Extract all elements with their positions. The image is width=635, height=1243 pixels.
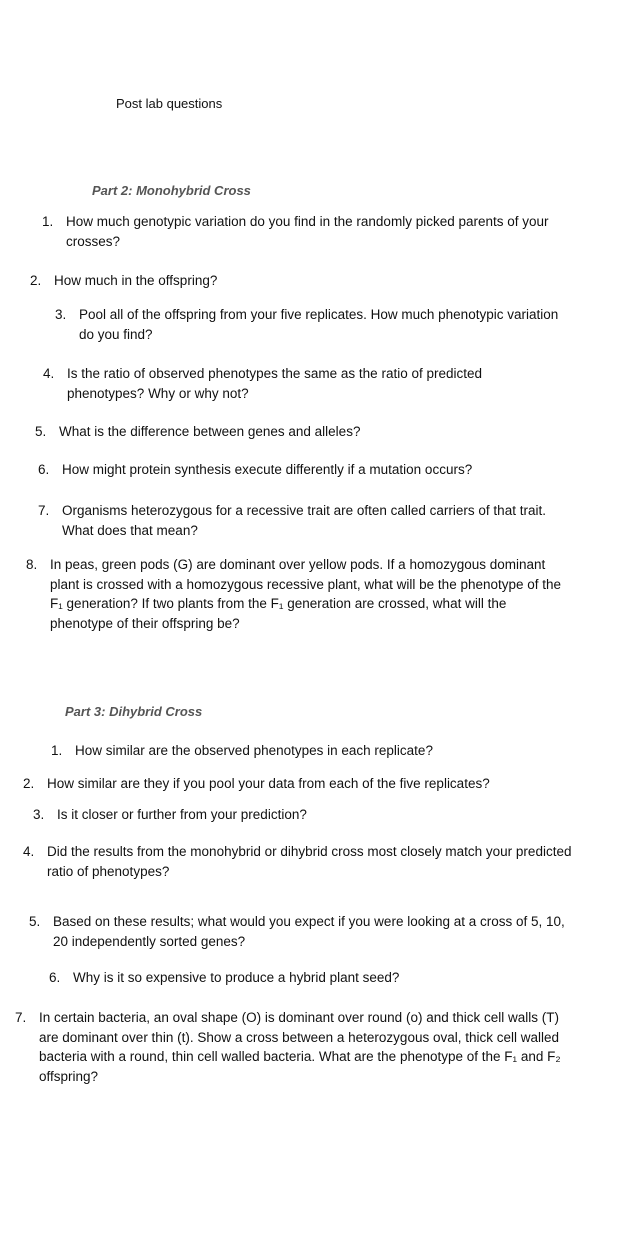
question-number: 6. <box>38 462 50 477</box>
question-text: In certain bacteria, an oval shape (O) is dominant over round (o) and thick cell walls (T) are dominant over thin (t). Show a cross between a heterozygous oval, thick cell walled bacteria with a round, thin cell walled bacteria. What are the phenotype of the F₁ and F₂ offspring? <box>39 1010 561 1084</box>
part3-question-7 <box>15 1008 571 1086</box>
question-number: 8. <box>26 557 38 572</box>
question-number: 5. <box>29 914 41 929</box>
question-text: How similar are they if you pool your data from each of the five replicates? <box>47 776 490 791</box>
question-text: In peas, green pods (G) are dominant over yellow pods. If a homozygous dominant plant is crossed with a homozygous recessive plant, what will be the phenotype of the F₁ generation? If two plants from the F₁ generation are crossed, what will the phenotype of their offspring be? <box>50 557 562 631</box>
question-text: Based on these results; what would you expect if you were looking at a cross of 5, 10, 20 independently sorted genes? <box>53 914 565 949</box>
part2-heading: Part 2: Monohybrid Cross <box>92 183 251 198</box>
question-text: Is it closer or further from your prediction? <box>57 807 307 822</box>
part3-heading: Part 3: Dihybrid Cross <box>65 704 203 719</box>
question-text: How much genotypic variation do you find in the randomly picked parents of your crosses? <box>66 214 549 249</box>
part2-question-6 <box>38 460 598 480</box>
question-number: 1. <box>51 743 63 758</box>
question-text: Pool all of the offspring from your five replicates. How much phenotypic variation do you find? <box>79 307 559 342</box>
question-number: 2. <box>23 776 35 791</box>
part3-question-5 <box>29 912 579 951</box>
part2-question-2 <box>30 271 570 291</box>
question-number: 1. <box>42 214 54 229</box>
question-number: 6. <box>49 970 61 985</box>
question-number: 5. <box>35 424 47 439</box>
part2-question-3 <box>55 305 560 344</box>
question-text: Is the ratio of observed phenotypes the same as the ratio of predicted phenotypes? Why or why not? <box>67 366 482 401</box>
part2-question-8 <box>26 555 571 633</box>
question-text: Why is it so expensive to produce a hybrid plant seed? <box>73 970 400 985</box>
part3-question-4 <box>23 842 573 881</box>
part3-question-2 <box>23 774 623 794</box>
question-number: 3. <box>55 307 67 322</box>
question-number: 7. <box>15 1010 27 1025</box>
question-number: 4. <box>23 844 35 859</box>
page-title: Post lab questions <box>116 96 223 111</box>
part2-question-1 <box>42 212 572 251</box>
question-number: 4. <box>43 366 55 381</box>
question-number: 3. <box>33 807 45 822</box>
part2-question-5 <box>35 422 575 442</box>
part3-question-1 <box>51 741 601 761</box>
part3-question-3 <box>33 805 593 825</box>
part2-question-4 <box>43 364 543 403</box>
question-text: How much in the offspring? <box>54 273 218 288</box>
question-number: 2. <box>30 273 42 288</box>
question-number: 7. <box>38 503 50 518</box>
question-text: How similar are the observed phenotypes in each replicate? <box>75 743 433 758</box>
question-text: Did the results from the monohybrid or dihybrid cross most closely match your predicted ratio of phenotypes? <box>47 844 572 879</box>
question-text: What is the difference between genes and alleles? <box>59 424 361 439</box>
part2-question-7 <box>38 501 578 540</box>
question-text: How might protein synthesis execute differently if a mutation occurs? <box>62 462 473 477</box>
part3-question-6 <box>49 968 609 988</box>
question-text: Organisms heterozygous for a recessive trait are often called carriers of that trait. What does that mean? <box>62 503 546 538</box>
